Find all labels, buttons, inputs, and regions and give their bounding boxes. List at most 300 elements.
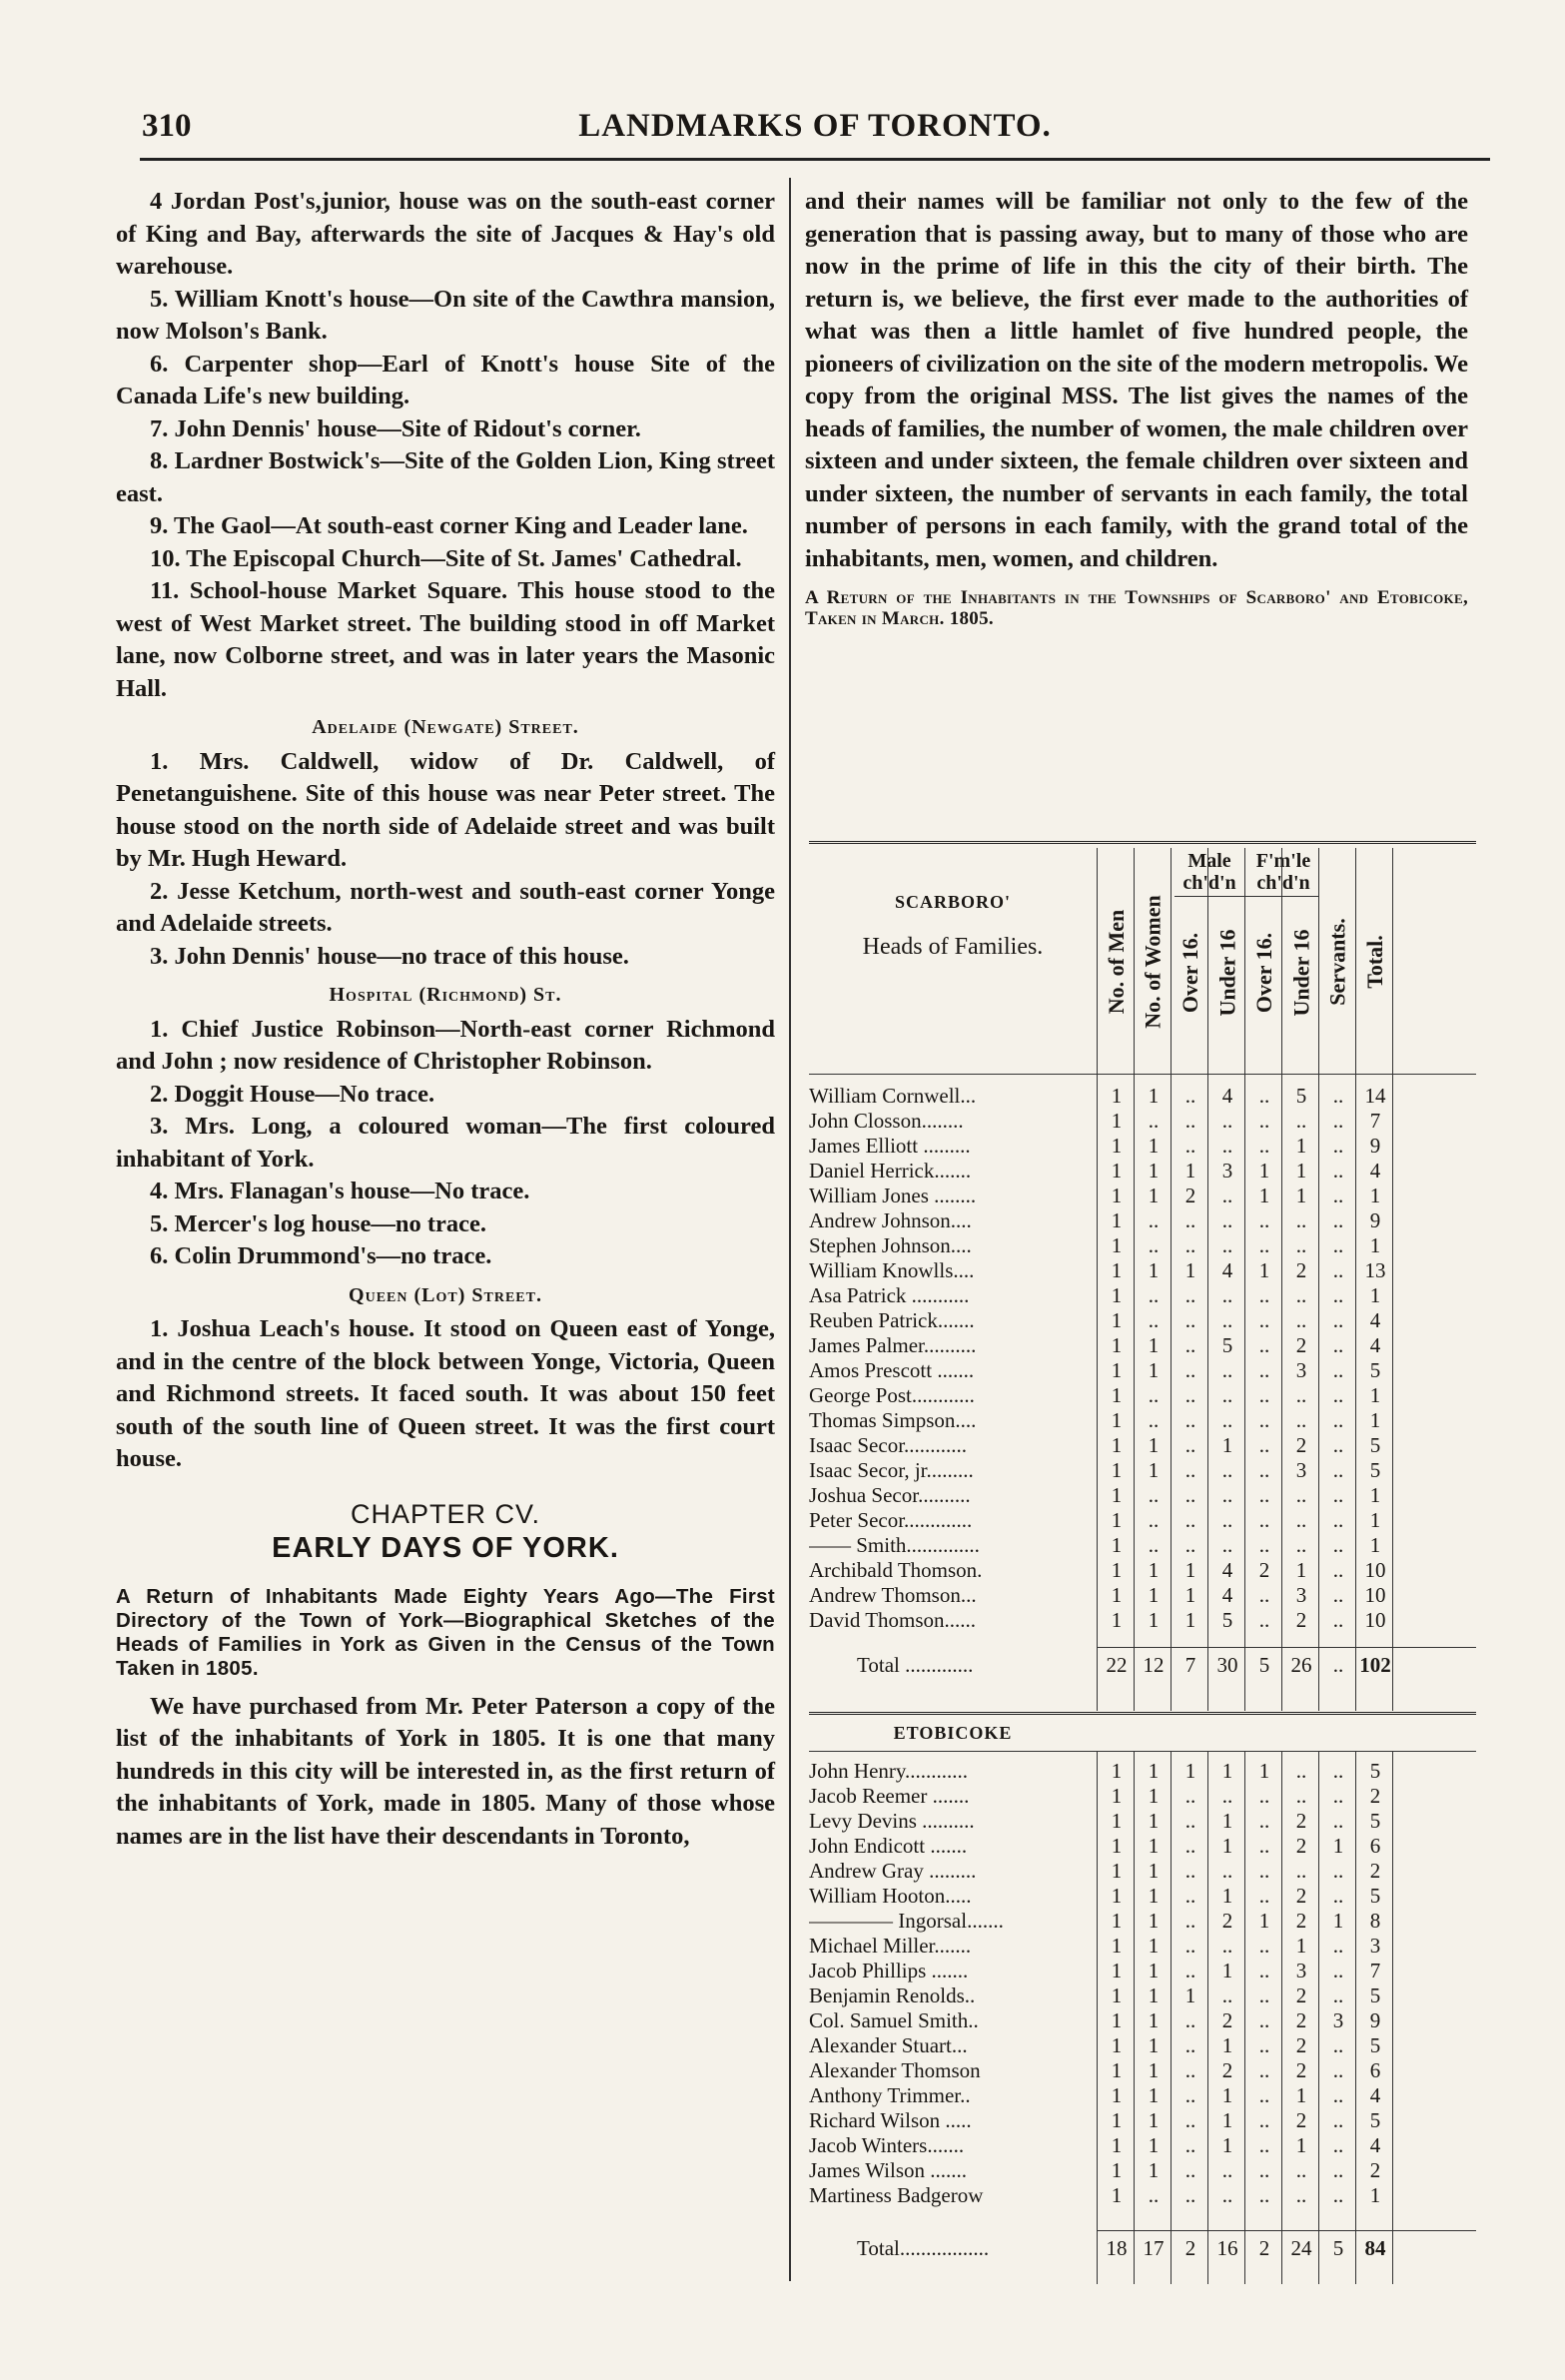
table-cell: .. [1258,1109,1270,1133]
total-cell: 5 [1258,1653,1270,1677]
table-cell: .. [1332,1784,1344,1808]
family-head-name: William Cornwell... [809,1084,977,1108]
family-head-name: Col. Samuel Smith.. [809,2008,979,2032]
family-head-name: Benjamin Renolds.. [809,1983,976,2007]
total-label: Total ............. [857,1653,974,1677]
paragraph: 9. The Gaol—At south-east corner King and Leader lane. [150,512,748,539]
table-cell: 1 [1148,2083,1160,2107]
table-cell: 1 [1111,1333,1123,1357]
table-cell: 1 [1295,1159,1307,1183]
table-cell: .. [1295,2183,1307,2207]
table-cell: .. [1184,2008,1196,2032]
table-row [809,1208,1476,1233]
table-cell: .. [1258,1508,1270,1532]
table-cell: 2 [1369,2158,1381,2182]
total-label: Total................. [857,2236,990,2260]
family-head-name: William Knowlls.... [809,1258,975,1282]
paragraph: 4 Jordan Post's,junior, house was on the south-east corner of King and Bay, afterwards the site of Jacques & Hay's old warehouse. [116,188,775,280]
header-male-children: Male ch'd'n [1182,850,1236,894]
table-cell: 5 [1369,1809,1381,1833]
table-cell: .. [1221,1533,1233,1557]
table-cell: .. [1184,1134,1196,1158]
table-cell: .. [1258,1208,1270,1232]
table-row [809,1458,1476,1483]
total-cell: 102 [1359,1653,1391,1677]
table-cell: .. [1258,1934,1270,1958]
header-servants: Servants. [1325,918,1351,1006]
table-cell: .. [1258,2033,1270,2057]
family-head-name: John Closson........ [809,1109,964,1133]
table-cell: 5 [1221,1608,1233,1632]
table-cell: .. [1332,2183,1344,2207]
table-cell: 1 [1295,1134,1307,1158]
table-cell: 5 [1369,1983,1381,2007]
table-cell: 2 [1221,2008,1233,2032]
table-cell: .. [1258,1433,1270,1457]
table-cell: .. [1221,1859,1233,1883]
table-cell: 1 [1111,2058,1123,2082]
header-total: Total. [1362,935,1387,989]
table-cell: .. [1332,1358,1344,1382]
table-cell: 6 [1369,2058,1381,2082]
paragraph: 10. The Episcopal Church—Site of St. James' Cathedral. [150,544,742,572]
total-cell: 22 [1106,1653,1128,1677]
table-cell: 1 [1148,1884,1160,1908]
table-cell: .. [1295,1784,1307,1808]
table-cell: 2 [1369,1859,1381,1883]
table-cell: .. [1332,1134,1344,1158]
table-cell: 1 [1111,1408,1123,1432]
table-cell: 5 [1369,1358,1381,1382]
header-male-under16: Under 16 [1214,929,1239,1017]
paragraph: 1. Chief Justice Robinson—North-east corner Richmond and John ; now residence of Christopher Robinson. [116,1015,775,1075]
paragraph: 8. Lardner Bostwick's—Site of the Golden Lion, King street east. [116,447,775,507]
table-cell: .. [1295,1383,1307,1407]
street-heading-adelaide: Adelaide (Newgate) Street. [312,716,579,738]
table-cell: 1 [1111,1784,1123,1808]
table-cell: .. [1258,1233,1270,1257]
table-row [809,2033,1476,2058]
table-cell: .. [1184,1283,1196,1307]
table-cell: .. [1184,1934,1196,1958]
table-cell: .. [1221,1458,1233,1482]
table-cell: 5 [1295,1084,1307,1108]
table-cell: 1 [1369,1383,1381,1407]
table-cell: 1 [1111,1458,1123,1482]
table-cell: .. [1332,1084,1344,1108]
family-head-name: Anthony Trimmer.. [809,2083,971,2107]
right-column [805,186,1468,633]
table-cell: 3 [1369,1934,1381,1958]
table-caption: A Return of the Inhabitants in the Townships of Scarboro' and Etobicoke, Taken in March. 1805. [805,587,1468,629]
table-cell: 1 [1184,1759,1196,1783]
paragraph: 3. John Dennis' house—no trace of this house. [150,942,629,970]
table-cell: .. [1295,1408,1307,1432]
table-cell: .. [1184,2158,1196,2182]
table-cell: 1 [1184,1258,1196,1282]
table-cell: .. [1332,1433,1344,1457]
table-cell: 1 [1111,1084,1123,1108]
family-head-name: Stephen Johnson.... [809,1233,972,1257]
table-cell: .. [1184,1433,1196,1457]
table-row [809,2008,1476,2033]
table-cell: 1 [1111,2133,1123,2157]
street-heading-queen: Queen (Lot) Street. [349,1283,542,1306]
table-cell: 3 [1332,2008,1344,2032]
table-row [809,1283,1476,1308]
total-cell: 24 [1290,2236,1312,2260]
table-cell: .. [1258,2083,1270,2107]
table-cell: 1 [1148,1184,1160,1207]
table-row [809,2183,1476,2208]
table-row [809,1483,1476,1508]
table-cell: .. [1184,2108,1196,2132]
table-cell: 7 [1369,1959,1381,1983]
table-cell: 1 [1148,2008,1160,2032]
header-female-under16: Under 16 [1288,929,1313,1017]
family-head-name: Richard Wilson ..... [809,2108,972,2132]
street-heading-hospital: Hospital (Richmond) St. [329,984,562,1006]
table-cell: 1 [1111,1433,1123,1457]
table-cell: 1 [1221,2133,1233,2157]
table-cell: .. [1332,2083,1344,2107]
table-cell: .. [1332,1759,1344,1783]
total-cell: 12 [1143,1653,1165,1677]
table-cell: .. [1258,1533,1270,1557]
table-cell: .. [1332,1208,1344,1232]
family-head-name: William Hooton..... [809,1884,972,1908]
family-head-name: ———— Ingorsal....... [809,1909,1004,1933]
table-cell: .. [1148,1483,1160,1507]
table-cell: 1 [1258,1184,1270,1207]
table-cell: 1 [1295,1558,1307,1582]
table-cell: .. [1332,1258,1344,1282]
table-cell: .. [1258,1809,1270,1833]
table-cell: 1 [1111,1258,1123,1282]
table-cell: 2 [1369,1784,1381,1808]
table-cell: 5 [1369,1458,1381,1482]
table-cell: 1 [1295,1934,1307,1958]
table-cell: 1 [1111,2083,1123,2107]
table-cell: 1 [1111,2158,1123,2182]
table-cell: 1 [1148,2058,1160,2082]
family-head-name: Levy Devins .......... [809,1809,975,1833]
table-cell: 2 [1221,2058,1233,2082]
table-cell: .. [1184,2058,1196,2082]
total-cell: .. [1332,1653,1344,1677]
table-cell: .. [1295,1283,1307,1307]
table-cell: .. [1221,1208,1233,1232]
table-cell: 1 [1221,1809,1233,1833]
table-cell: .. [1332,1184,1344,1207]
table-cell: .. [1332,1508,1344,1532]
family-head-name: James Palmer.......... [809,1333,977,1357]
table-cell: 2 [1295,1258,1307,1282]
table-cell: 1 [1111,1959,1123,1983]
table-cell: .. [1295,1508,1307,1532]
table-cell: 1 [1295,2083,1307,2107]
table-cell: 1 [1148,1433,1160,1457]
table-cell: 1 [1221,1834,1233,1858]
table-cell: .. [1332,2158,1344,2182]
table-cell: 4 [1221,1258,1233,1282]
table-cell: .. [1258,1608,1270,1632]
table-cell: 2 [1295,1834,1307,1858]
table-cell: 1 [1369,1283,1381,1307]
table-row [809,1784,1476,1809]
header-rule [140,158,1490,161]
table-row [809,1308,1476,1333]
table-cell: .. [1184,2133,1196,2157]
table-cell: .. [1258,2008,1270,2032]
table-cell: .. [1184,2033,1196,2057]
table-cell: .. [1258,1983,1270,2007]
table-cell: 2 [1295,2108,1307,2132]
table-cell: .. [1332,1583,1344,1607]
table-cell: .. [1148,2183,1160,2207]
table-cell: 3 [1295,1458,1307,1482]
family-head-name: Asa Patrick ........... [809,1283,970,1307]
table-cell: .. [1295,1208,1307,1232]
family-head-name: James Elliott ......... [809,1134,971,1158]
table-row [809,1408,1476,1433]
table-cell: 2 [1258,1558,1270,1582]
table-cell: 6 [1369,1834,1381,1858]
table-cell: .. [1332,1859,1344,1883]
family-head-name: John Henry............ [809,1759,969,1783]
table-row [809,1433,1476,1458]
family-head-name: William Jones ........ [809,1184,977,1207]
table-cell: .. [1221,1934,1233,1958]
table-cell: .. [1295,1308,1307,1332]
table-cell: .. [1332,1458,1344,1482]
table-cell: .. [1258,2133,1270,2157]
table-cell: .. [1332,1884,1344,1908]
table-cell: .. [1148,1533,1160,1557]
table-cell: 3 [1295,1959,1307,1983]
family-head-name: John Endicott ....... [809,1834,968,1858]
table-cell: .. [1332,1159,1344,1183]
table-row [809,1859,1476,1884]
table-cell: .. [1332,1483,1344,1507]
table-cell: .. [1221,1408,1233,1432]
table-cell: 1 [1148,2133,1160,2157]
table-cell: .. [1184,1483,1196,1507]
table-cell: 1 [1148,1333,1160,1357]
total-cell: 84 [1364,2236,1386,2260]
table-cell: .. [1221,1109,1233,1133]
header-men: No. of Men [1104,909,1130,1015]
total-cell: 17 [1143,2236,1165,2260]
table-header [809,848,1476,1075]
family-head-name: Peter Secor............. [809,1508,973,1532]
table-cell: 1 [1148,1583,1160,1607]
table-row [809,1809,1476,1834]
table-cell: 1 [1111,1483,1123,1507]
table-cell: 1 [1111,1608,1123,1632]
table-cell: .. [1332,2033,1344,2057]
total-row [809,2236,1476,2261]
table-cell: .. [1332,1809,1344,1833]
table-cell: .. [1295,1109,1307,1133]
table-cell: .. [1332,2108,1344,2132]
table-cell: .. [1258,1458,1270,1482]
table-cell: .. [1221,1233,1233,1257]
table-cell: .. [1332,1408,1344,1432]
table-cell: .. [1332,1333,1344,1357]
paragraph: 6. Colin Drummond's—no trace. [150,1242,492,1269]
table-cell: 1 [1295,1184,1307,1207]
table-row [809,1583,1476,1608]
table-cell: 1 [1111,1533,1123,1557]
family-head-name: Alexander Thomson [809,2058,981,2082]
family-head-name: Jacob Reemer ....... [809,1784,970,1808]
table-cell: 2 [1295,1433,1307,1457]
table-cell: .. [1332,1308,1344,1332]
table-cell: .. [1295,2158,1307,2182]
table-row [809,1383,1476,1408]
table-row [809,1834,1476,1859]
table-cell: 2 [1295,1333,1307,1357]
table-cell: .. [1332,1983,1344,2007]
table-cell: 1 [1148,2158,1160,2182]
table-cell: .. [1332,1383,1344,1407]
table-cell: .. [1221,1308,1233,1332]
table-cell: .. [1258,1408,1270,1432]
table-cell: .. [1332,1558,1344,1582]
table-cell: .. [1221,1483,1233,1507]
table-cell: 1 [1332,1909,1344,1933]
table-cell: 2 [1295,2058,1307,2082]
table-row [809,1759,1476,1784]
chapter-subtitle: A Return of Inhabitants Made Eighty Years Ago—The First Directory of the Town of York—Biographical Sketches of the Heads of Families in York as Given in the Census of the Town Taken in 1805. [116,1584,775,1680]
table-cell: 1 [1148,1608,1160,1632]
family-head-name: Archibald Thomson. [809,1558,983,1582]
table-cell: .. [1258,1959,1270,1983]
table-cell: 1 [1111,1834,1123,1858]
table-cell: .. [1148,1283,1160,1307]
table-cell: .. [1148,1109,1160,1133]
table-cell: .. [1258,1583,1270,1607]
table-row [809,1934,1476,1959]
table-cell: 1 [1111,1809,1123,1833]
table-row [809,1084,1476,1109]
table-cell: 1 [1111,2033,1123,2057]
table-cell: 1 [1148,1859,1160,1883]
table-row [809,1909,1476,1934]
table-cell: .. [1184,1859,1196,1883]
header-female-children: F'm'le ch'd'n [1255,850,1311,894]
table-cell: 5 [1369,1759,1381,1783]
table-cell: 1 [1148,1159,1160,1183]
table-cell: .. [1221,1283,1233,1307]
table-cell: .. [1258,1308,1270,1332]
table-row [809,1333,1476,1358]
table-cell: 1 [1148,1983,1160,2007]
table-cell: 2 [1184,1184,1196,1207]
table-row [809,1608,1476,1633]
family-head-name: Amos Prescott ....... [809,1358,975,1382]
paragraph: 1. Mrs. Caldwell, widow of Dr. Caldwell, of Penetanguishene. Site of this house was near Peter street. The house stood on the north side of Adelaide street and was built by Mr. Hugh Heward. [116,747,775,872]
table-row [809,1983,1476,2008]
table-cell: 4 [1221,1084,1233,1108]
table-row [809,2133,1476,2158]
table-cell: 1 [1148,1558,1160,1582]
table-cell: 1 [1184,1558,1196,1582]
table-cell: .. [1184,2183,1196,2207]
table-cell: 1 [1111,1909,1123,1933]
table-cell: .. [1148,1508,1160,1532]
table-cell: 1 [1111,1109,1123,1133]
table-cell: .. [1184,1884,1196,1908]
table-cell: 1 [1111,1283,1123,1307]
family-head-name: Joshua Secor.......... [809,1483,971,1507]
table-cell: 1 [1111,1884,1123,1908]
table-cell: 1 [1111,1558,1123,1582]
table-cell: 1 [1148,1084,1160,1108]
table-cell: 1 [1148,2108,1160,2132]
table-cell: 1 [1184,1159,1196,1183]
table-cell: .. [1295,1533,1307,1557]
table-cell: .. [1184,2083,1196,2107]
table-cell: 4 [1369,2083,1381,2107]
chapter-number: CHAPTER CV. [350,1498,541,1529]
table-cell: 1 [1258,1159,1270,1183]
total-row [809,1653,1476,1678]
intro-paragraph: We have purchased from Mr. Peter Paterson a copy of the list of the inhabitants of York in 1805. It is one that many hundreds in this city will be interested in, as the first return of the inhabitants of York, made in 1805. Many of those whose names are in the list have their descendants in Toronto, [116,1692,775,1850]
table-cell: .. [1184,1383,1196,1407]
table-cell: 1 [1111,1508,1123,1532]
table-cell: 4 [1369,2133,1381,2157]
table-cell: 10 [1364,1583,1386,1607]
family-head-name: Andrew Johnson.... [809,1208,972,1232]
table-cell: 2 [1295,1608,1307,1632]
table-cell: 1 [1258,1759,1270,1783]
table-cell: 9 [1369,1134,1381,1158]
table-cell: 1 [1148,1358,1160,1382]
family-head-name: Reuben Patrick....... [809,1308,975,1332]
table-cell: .. [1221,1383,1233,1407]
table-cell: 2 [1295,1809,1307,1833]
table-cell: .. [1258,1884,1270,1908]
table-cell: 2 [1295,2033,1307,2057]
table-cell: .. [1332,1934,1344,1958]
table-cell: .. [1221,1784,1233,1808]
table-cell: 1 [1184,1608,1196,1632]
table-cell: 9 [1369,1208,1381,1232]
table-cell: 1 [1184,1583,1196,1607]
table-cell: .. [1184,1084,1196,1108]
etobicoke-table [809,1712,1476,2284]
family-head-name: Thomas Simpson.... [809,1408,977,1432]
table-cell: 1 [1369,1184,1381,1207]
table-cell: .. [1258,1859,1270,1883]
table-row [809,1558,1476,1583]
table-cell: 1 [1111,1934,1123,1958]
table-cell: .. [1148,1208,1160,1232]
header-female-over16: Over 16. [1251,932,1276,1014]
table-cell: .. [1332,1959,1344,1983]
table-cell: .. [1184,1809,1196,1833]
table-cell: .. [1332,1533,1344,1557]
table-cell: 2 [1295,1983,1307,2007]
table-cell: .. [1258,1333,1270,1357]
table-cell: 1 [1111,1159,1123,1183]
table-cell: 5 [1369,1433,1381,1457]
table-cell: 1 [1221,1433,1233,1457]
family-head-name: Martiness Badgerow [809,2183,984,2207]
table-cell: 2 [1295,1909,1307,1933]
